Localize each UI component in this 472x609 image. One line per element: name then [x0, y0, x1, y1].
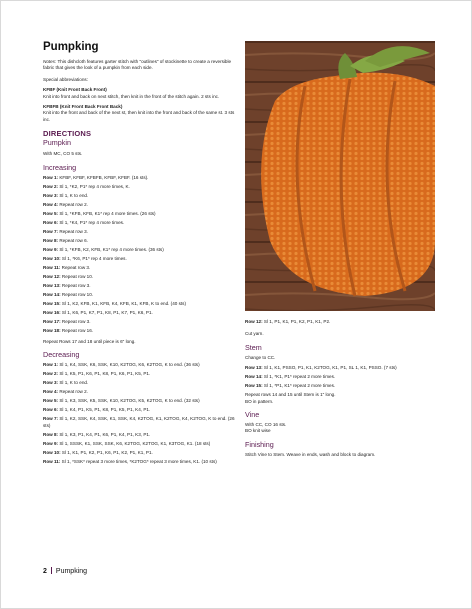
pattern-row — [43, 301, 237, 307]
stem-repeat: Repeat rows 14 and 15 until Stem is 1" long. — [245, 392, 336, 398]
row-label: Row 17: — [43, 318, 61, 324]
row-label: Row 15: — [43, 300, 61, 306]
row-label: Row 5: — [43, 398, 59, 404]
pattern-row — [43, 450, 237, 456]
pattern-row — [43, 247, 237, 253]
pattern-row — [43, 256, 237, 262]
pattern-row — [43, 220, 237, 226]
row-text: Sl 1, K3, P1, K4, P1, K6, P1, K4, P1, K3, P1. — [59, 431, 151, 437]
row-text: Sl 1, K3, SSK, K5, SSK, K10, K2TOG, K5, K2TOG, K to end. (32 sts) — [59, 398, 200, 404]
row-label: Row 9: — [43, 246, 59, 252]
row-text: Sl 1, K to end. — [59, 380, 89, 386]
row-label: Row 14: — [245, 374, 263, 380]
row-text: Repeat row 16. — [61, 327, 94, 333]
row-label: Row 4: — [43, 201, 59, 207]
row-text: Sl 1, K5, P1, K6, P1, K8, P1, K6, P1, K5, P1. — [59, 371, 151, 377]
row-text: Repeat row 10. — [61, 291, 94, 297]
pattern-row — [43, 371, 237, 377]
row-label: Row 14: — [43, 291, 61, 297]
pattern-row — [43, 202, 237, 208]
row-label: Row 15: — [245, 383, 263, 389]
pumpkin-illustration — [245, 41, 435, 311]
pattern-row — [43, 265, 237, 271]
row-text: Sl 1, *K1, P1* repeat 2 more times. — [263, 374, 336, 380]
pattern-row — [43, 274, 237, 280]
vine-bo: BO knit wise — [245, 428, 271, 434]
row12-label: Row 12: — [245, 319, 263, 324]
finishing-heading: Finishing — [245, 439, 274, 449]
row-label: Row 11: — [43, 458, 61, 464]
row-label: Row 5: — [43, 210, 59, 216]
pattern-row — [43, 398, 237, 404]
row-label: Row 8: — [43, 237, 59, 243]
left-column — [43, 41, 237, 468]
row-label: Row 6: — [43, 407, 59, 413]
row-text: Sl 1, K4, P1, K5, P1, K8, P1, K5, P1, K4, P1. — [59, 407, 151, 413]
notes — [43, 59, 237, 72]
row-label: Row 18: — [43, 327, 61, 333]
row-text: Sl 1, *K2, P1* rep 4 more times, K. — [59, 183, 130, 189]
row-label: Row 1: — [43, 362, 59, 368]
row-text: Sl 1, K1, PSSO, P1, K1, K2TOG, K1, P1, SL 1, K1, PSSO. (7 sts) — [263, 365, 397, 371]
increasing-rows — [43, 175, 237, 334]
pattern-row — [43, 193, 237, 199]
pattern-row — [43, 432, 237, 438]
decreasing-rows — [43, 362, 237, 465]
page-title: Pumpking — [43, 41, 99, 53]
row-label: Row 13: — [245, 365, 263, 371]
row-label: Row 16: — [43, 309, 61, 315]
row-text: Sl 1, K6, P1, K7, P1, K8, P1, K7, P1, K6, P1. — [61, 309, 153, 315]
row-text: Sl 1, K1, P1, K2, P1, K6, P1, K2, P1, K1, P1. — [61, 449, 153, 455]
row-text: Repeat row 6. — [59, 237, 88, 243]
row-label: Row 1: — [43, 174, 59, 180]
row-label: Row 10: — [43, 449, 61, 455]
increasing-heading: Increasing — [43, 162, 77, 172]
pumpkin-photo — [245, 41, 435, 311]
row-text: Sl 1, *K4, P1* rep 4 more times. — [59, 219, 125, 225]
abbr1-body: Knit into front and back on next stitch, then knit in the front of the stitch again. 2 sts inc. — [43, 93, 220, 99]
row-label: Row 11: — [43, 264, 61, 270]
pattern-row — [43, 319, 237, 325]
pumpkin-heading: Pumpkin — [43, 138, 71, 148]
row-text: Sl 1, SSSK, K1, SSK, SSK, K6, K2TOG, K2TOG, K1, K3TOG, K1. (18 sts) — [59, 440, 211, 446]
row-text: Sl 1, *SSK* repeat 3 more times, *K2TOG* repeat 3 more times, K1. (10 sts) — [61, 458, 217, 464]
row-text: Sl 1, K4, SSK, K6, SSK, K10, K2TOG, K6, K2TOG, K to end. (36 sts) — [59, 362, 200, 368]
stem-change: Change to CC. — [245, 354, 276, 360]
pattern-row — [43, 310, 237, 316]
abbr-title: Special abbreviations: — [43, 76, 88, 82]
row-text: Repeat row 3. — [61, 264, 91, 270]
row-label: Row 9: — [43, 440, 59, 446]
pattern-row — [43, 328, 237, 334]
row-text: Sl 1, *KFB, KFB, K1* rep 4 more times. (26 sts) — [59, 210, 156, 216]
pattern-row — [245, 383, 435, 389]
stem-bo: BO in pattern. — [245, 398, 274, 404]
row-text: Repeat row 3. — [61, 318, 91, 324]
finishing-text: Stitch Vine to Stem. Weave in ends, wash and block to diagram. — [245, 451, 376, 457]
row12-line — [245, 319, 435, 325]
row-text: Repeat row 3. — [61, 282, 91, 288]
pattern-row — [43, 441, 237, 447]
row-text: Repeat row 10. — [61, 273, 94, 279]
pattern-row — [43, 380, 237, 386]
stem-heading: Stem — [245, 342, 262, 352]
repeat-note: Repeat Rows 17 and 18 until piece is 6" long. — [43, 339, 136, 345]
row-label: Row 7: — [43, 416, 59, 422]
row12-text: Sl 1, P1, K1, P1, K2, P1, K1, P2. — [263, 319, 331, 324]
pattern-row — [43, 184, 237, 190]
notes-text: This dishcloth features garter stitch with "outlines" of stockinette to create a reversible fabric that gives the look of a pumpkin from each side. — [43, 59, 232, 71]
page-footer — [43, 567, 87, 575]
pumpkin-co: With MC, CO 5 sts. — [43, 151, 83, 157]
pattern-row — [43, 238, 237, 244]
row-text: Repeat row 2. — [59, 201, 88, 207]
pattern-row — [43, 416, 237, 429]
vine-co: With CC, CO 16 sts. — [245, 422, 287, 428]
row-label: Row 3: — [43, 380, 59, 386]
row-text: Sl 1, K2, KFB, K1, KFB, K4, KFB, K1, KFB, K to end. (40 sts) — [61, 300, 186, 306]
row-text: Repeat row 2. — [59, 389, 88, 395]
row-label: Row 7: — [43, 228, 59, 234]
pattern-row — [245, 374, 435, 380]
row-text: Sl 1, *P1, K1* repeat 2 more times. — [263, 383, 336, 389]
row-label: Row 10: — [43, 255, 61, 261]
abbr2-body: Knit into the front and back of the next st, then knit into the front and back of the same st. 3 sts inc. — [43, 110, 235, 122]
pattern-row — [43, 229, 237, 235]
row-text: Sl 1, *K6, P1* rep 4 more times. — [61, 255, 127, 261]
row-label: Row 8: — [43, 431, 59, 437]
pattern-row — [43, 459, 237, 465]
stem-rows — [245, 365, 435, 389]
row-text: Sl 1, K2, SSK, K4, SSK, K1, SSK, K4, K2TOG, K1, K2TOG, K4, K2TOG, K to end. (26 sts) — [43, 416, 235, 428]
vine-heading: Vine — [245, 410, 260, 420]
abbr2-head: KFBFB (Knit Front Back Front Back) — [43, 104, 123, 110]
page-number: 2 — [43, 568, 47, 575]
pattern-row — [43, 407, 237, 413]
pattern-row — [43, 362, 237, 368]
pattern-row — [245, 365, 435, 371]
row-label: Row 4: — [43, 389, 59, 395]
row-text: KFBF, KFBF, KFBFB, KFBF, KFBF. (16 sts). — [59, 174, 149, 180]
pattern-row — [43, 211, 237, 217]
row-label: Row 2: — [43, 371, 59, 377]
row-label: Row 6: — [43, 219, 59, 225]
row-text: Repeat row 3. — [59, 228, 88, 234]
row-label: Row 12: — [43, 273, 61, 279]
pattern-row — [43, 292, 237, 298]
row-text: Sl 1, K to end. — [59, 192, 89, 198]
directions-heading: DIRECTIONS — [43, 129, 92, 139]
notes-label: Notes: — [43, 59, 57, 64]
row-label: Row 3: — [43, 192, 59, 198]
right-column — [245, 319, 435, 462]
decreasing-heading: Decreasing — [43, 350, 80, 360]
pattern-row — [43, 175, 237, 181]
row-label: Row 2: — [43, 183, 59, 189]
pattern-row — [43, 283, 237, 289]
row-text: Sl 1, *KFB, K2, KFB, K1* rep 4 more times. (36 sts) — [59, 246, 164, 252]
cut-yarn: Cut yarn. — [245, 331, 264, 337]
footer-title: Pumpking — [55, 568, 88, 575]
pattern-row — [43, 389, 237, 395]
row-label: Row 13: — [43, 282, 61, 288]
abbr1-head: KFBF (Knit Front Back Front) — [43, 87, 107, 93]
footer-divider — [51, 567, 52, 574]
